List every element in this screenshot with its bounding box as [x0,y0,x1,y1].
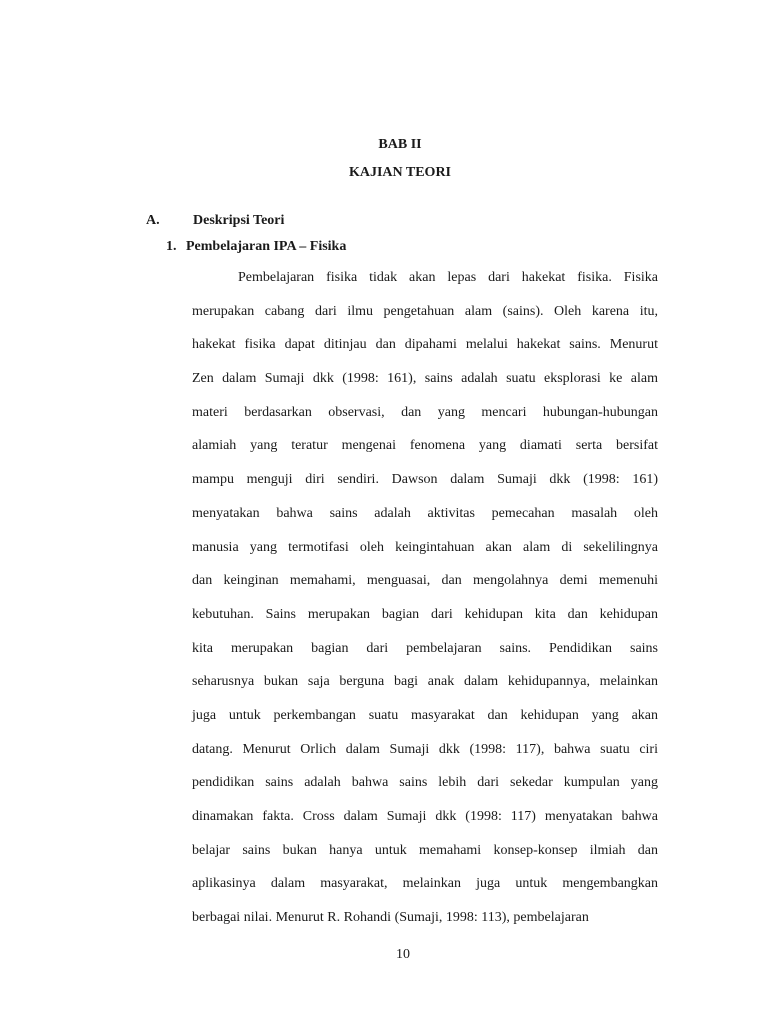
subsection-number: 1. [166,239,177,254]
paragraph-line: Zen dalam Sumaji dkk (1998: 161), sains adalah suatu eksplorasi ke alam [192,371,658,387]
paragraph-line: Pembelajaran fisika tidak akan lepas dari hakekat fisika. Fisika [238,270,658,285]
paragraph-line: belajar sains bukan hanya untuk memahami konsep-konsep ilmiah dan [192,842,658,858]
paragraph-line: menyatakan bahwa sains adalah aktivitas pemecahan masalah oleh [192,505,658,521]
paragraph-line: dinamakan fakta. Cross dalam Sumaji dkk (1998: 117) menyatakan bahwa [192,809,658,824]
section-title: Deskripsi Teori [193,213,285,228]
page-number: 10 [396,947,410,962]
paragraph-line: alamiah yang teratur mengenai fenomena yang diamati serta bersifat [192,438,658,454]
paragraph-line: seharusnya bukan saja berguna bagi anak dalam kehidupannya, melainkan [192,674,658,690]
chapter-label: BAB II [378,137,422,152]
paragraph-line: kita merupakan bagian dari pembelajaran sains. Pendidikan sains [192,640,658,656]
paragraph-line: materi berdasarkan observasi, dan yang mencari hubungan-hubungan [192,404,658,420]
paragraph-line: pendidikan sains adalah bahwa sains lebih dari sekedar kumpulan yang [192,775,658,791]
paragraph-line: juga untuk perkembangan suatu masyarakat dan kehidupan yang akan [192,707,658,723]
chapter-title: KAJIAN TEORI [348,165,452,180]
paragraph-line: merupakan cabang dari ilmu pengetahuan alam (sains). Oleh karena itu, [192,303,658,319]
paragraph-line: manusia yang termotifasi oleh keingintahuan akan alam di sekelilingnya [192,539,658,555]
subsection-title: Pembelajaran IPA – Fisika [186,239,347,254]
paragraph-line: hakekat fisika dapat ditinjau dan dipahami melalui hakekat sains. Menurut [192,337,658,353]
paragraph-line: mampu menguji diri sendiri. Dawson dalam Sumaji dkk (1998: 161) [192,472,658,488]
paragraph-line: dan keinginan memahami, menguasai, dan mengolahnya demi memenuhi [192,573,658,589]
subsection-heading [166,239,346,255]
paragraph-line: datang. Menurut Orlich dalam Sumaji dkk (1998: 117), bahwa suatu ciri [192,741,658,757]
paragraph-line: berbagai nilai. Menurut R. Rohandi (Sumaji, 1998: 113), pembelajaran [192,910,589,926]
body-paragraph [192,261,658,935]
section-number: A. [146,213,160,228]
section-heading [146,213,284,229]
paragraph-line: kebutuhan. Sains merupakan bagian dari kehidupan kita dan kehidupan [192,606,658,622]
paragraph-line: aplikasinya dalam masyarakat, melainkan juga untuk mengembangkan [192,876,658,892]
